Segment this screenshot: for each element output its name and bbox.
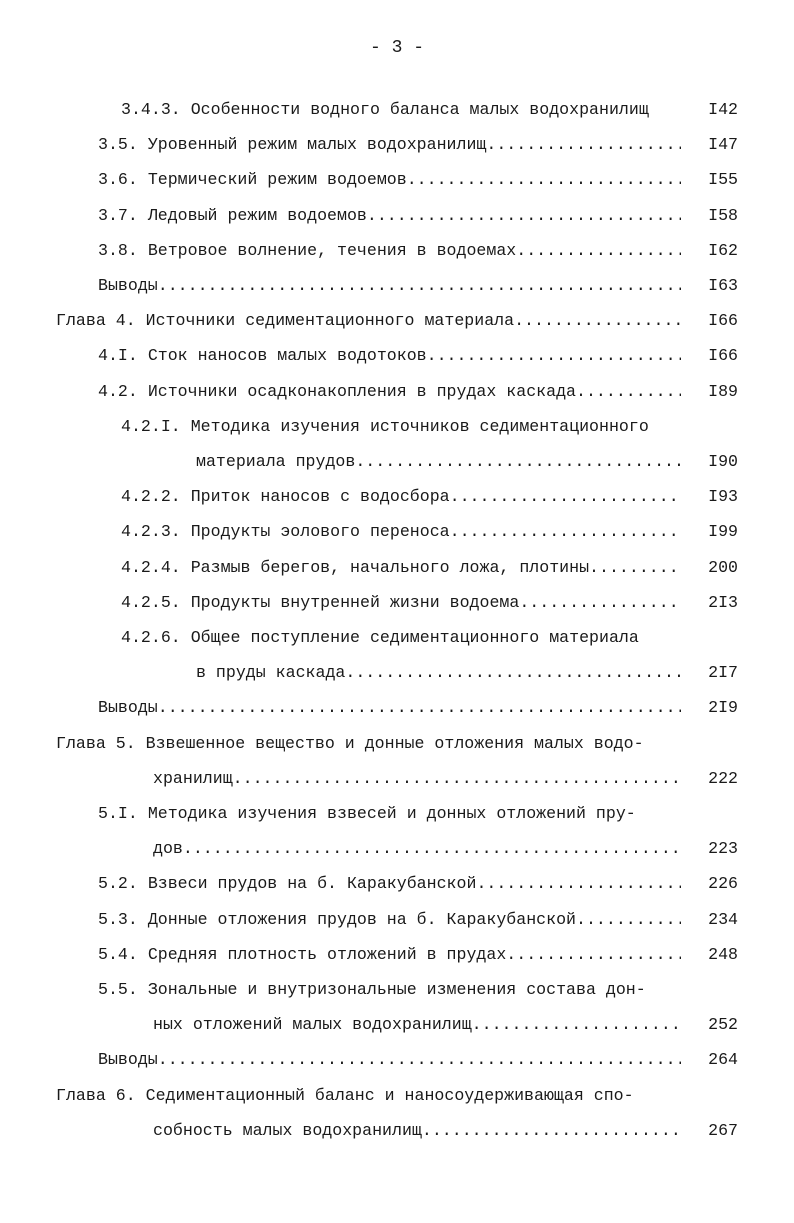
entry-number: 5.3. bbox=[98, 910, 138, 929]
entry-page: I66 bbox=[708, 346, 738, 365]
entry-number: 4.2.3. bbox=[121, 522, 181, 541]
dot-leader bbox=[233, 767, 681, 791]
entry-number: 4.2.6. bbox=[121, 628, 181, 647]
entry-page: 226 bbox=[708, 874, 738, 893]
toc-entry bbox=[121, 98, 649, 122]
entry-number: 5.5. bbox=[98, 980, 138, 999]
entry-title: Взвеси прудов на б. Каракубанской bbox=[147, 874, 477, 893]
entry-page: 2I9 bbox=[708, 698, 738, 717]
toc-entry bbox=[98, 204, 681, 228]
entry-title: Источники седиментационного материала bbox=[145, 311, 515, 330]
entry-page: I58 bbox=[708, 206, 738, 225]
entry-title: Донные отложения прудов на б. Каракубанской bbox=[147, 910, 577, 929]
dot-leader bbox=[450, 485, 681, 509]
toc-entry-continuation bbox=[196, 661, 681, 685]
entry-page: 2I7 bbox=[708, 663, 738, 682]
toc-entry bbox=[56, 732, 681, 756]
toc-entry bbox=[121, 556, 681, 580]
entry-page: I89 bbox=[708, 382, 738, 401]
toc-entry bbox=[121, 520, 681, 544]
entry-title: Ледовый режим водоемов bbox=[147, 206, 367, 225]
toc-entry bbox=[98, 978, 681, 1002]
toc-entry bbox=[121, 591, 681, 615]
entry-page: 252 bbox=[708, 1015, 738, 1034]
entry-title: Средняя плотность отложений в прудах bbox=[147, 945, 507, 964]
toc-entry bbox=[98, 380, 681, 404]
entry-number: 3.6. bbox=[98, 170, 138, 189]
page-number: - 3 - bbox=[369, 38, 424, 58]
dot-leader bbox=[476, 872, 681, 896]
toc-entry-continuation bbox=[153, 837, 681, 861]
toc-entry-continuation bbox=[153, 1119, 681, 1143]
dot-leader bbox=[472, 1013, 681, 1037]
dot-leader bbox=[158, 696, 681, 720]
entry-title-continued: материала прудов bbox=[196, 452, 356, 471]
entry-title: Источники осадконакопления в прудах каскада bbox=[147, 382, 577, 401]
toc-entry bbox=[98, 943, 681, 967]
toc-entry bbox=[98, 802, 681, 826]
toc-entry-continuation bbox=[153, 767, 681, 791]
entry-title: Особенности водного баланса малых водохранилищ bbox=[190, 100, 649, 119]
entry-title: Продукты внутренней жизни водоема bbox=[190, 593, 520, 612]
entry-page: I99 bbox=[708, 522, 738, 541]
entry-title-continued: хранилищ bbox=[153, 769, 233, 788]
entry-title: Методика изучения источников седиментационного bbox=[190, 417, 649, 436]
dot-leader bbox=[345, 661, 681, 685]
entry-title: Термический режим водоемов bbox=[147, 170, 407, 189]
entry-number: 5.2. bbox=[98, 874, 138, 893]
dot-leader bbox=[158, 274, 681, 298]
toc-entry bbox=[98, 696, 681, 720]
dot-leader bbox=[355, 450, 681, 474]
toc-entry bbox=[98, 133, 681, 157]
entry-number: 3.4.3. bbox=[121, 100, 181, 119]
entry-title: Приток наносов с водосбора bbox=[190, 487, 450, 506]
toc-entry bbox=[56, 309, 681, 333]
entry-title: Выводы bbox=[98, 698, 158, 717]
entry-page: I47 bbox=[708, 135, 738, 154]
entry-number: 3.8. bbox=[98, 241, 138, 260]
entry-title: Размыв берегов, начального ложа, плотины bbox=[190, 558, 590, 577]
entry-page: I62 bbox=[708, 241, 738, 260]
dot-leader bbox=[519, 591, 681, 615]
entry-page: 223 bbox=[708, 839, 738, 858]
entry-page: 234 bbox=[708, 910, 738, 929]
entry-number: Глава 6. bbox=[56, 1086, 136, 1105]
dot-leader bbox=[407, 168, 681, 192]
entry-title: Взвешенное вещество и донные отложения малых водо- bbox=[145, 734, 644, 753]
dot-leader bbox=[422, 1119, 681, 1143]
entry-page: 248 bbox=[708, 945, 738, 964]
dot-leader bbox=[450, 520, 681, 544]
entry-title: Зональные и внутризональные изменения состава дон- bbox=[147, 980, 646, 999]
dot-leader bbox=[158, 1048, 681, 1072]
dot-leader bbox=[516, 239, 681, 263]
entry-number: 4.2.5. bbox=[121, 593, 181, 612]
entry-page: 267 bbox=[708, 1121, 738, 1140]
entry-page: I66 bbox=[708, 311, 738, 330]
dot-leader bbox=[589, 556, 681, 580]
toc-entry bbox=[121, 626, 681, 650]
entry-page: I42 bbox=[708, 100, 738, 119]
entry-title: Методика изучения взвесей и донных отложений пру- bbox=[147, 804, 636, 823]
toc-entry-continuation bbox=[153, 1013, 681, 1037]
toc-entry bbox=[98, 239, 681, 263]
entry-number: 5.I. bbox=[98, 804, 138, 823]
entry-title: Ветровое волнение, течения в водоемах bbox=[147, 241, 517, 260]
toc-entry bbox=[121, 415, 681, 439]
entry-title: Уровенный режим малых водохранилищ bbox=[147, 135, 487, 154]
entry-number: 3.5. bbox=[98, 135, 138, 154]
entry-number: Глава 4. bbox=[56, 311, 136, 330]
dot-leader bbox=[367, 204, 681, 228]
dot-leader bbox=[576, 908, 681, 932]
entry-number: 3.7. bbox=[98, 206, 138, 225]
entry-title: Выводы bbox=[98, 276, 158, 295]
toc-entry bbox=[98, 168, 681, 192]
entry-page: I63 bbox=[708, 276, 738, 295]
dot-leader bbox=[427, 344, 681, 368]
toc-entry-continuation bbox=[196, 450, 681, 474]
toc-entry bbox=[121, 485, 681, 509]
dot-leader bbox=[506, 943, 681, 967]
toc-entry bbox=[56, 1084, 681, 1108]
entry-page: 222 bbox=[708, 769, 738, 788]
entry-title: Общее поступление седиментационного материала bbox=[190, 628, 639, 647]
entry-title-continued: ных отложений малых водохранилищ bbox=[153, 1015, 472, 1034]
entry-number: Глава 5. bbox=[56, 734, 136, 753]
entry-page: I90 bbox=[708, 452, 738, 471]
entry-number: 4.2.2. bbox=[121, 487, 181, 506]
entry-title: Продукты эолового переноса bbox=[190, 522, 450, 541]
toc-entry bbox=[98, 344, 681, 368]
entry-title: Седиментационный баланс и наносоудерживающая спо- bbox=[145, 1086, 634, 1105]
dot-leader bbox=[486, 133, 681, 157]
entry-title: Выводы bbox=[98, 1050, 158, 1069]
entry-number: 5.4. bbox=[98, 945, 138, 964]
entry-title-continued: в пруды каскада bbox=[196, 663, 346, 682]
entry-page: 2I3 bbox=[708, 593, 738, 612]
entry-page: I93 bbox=[708, 487, 738, 506]
toc-entry bbox=[98, 1048, 681, 1072]
dot-leader bbox=[183, 837, 681, 861]
entry-title-continued: собность малых водохранилищ bbox=[153, 1121, 422, 1140]
toc-entry bbox=[98, 908, 681, 932]
dot-leader bbox=[576, 380, 681, 404]
dot-leader bbox=[514, 309, 681, 333]
toc-entry bbox=[98, 274, 681, 298]
toc-entry bbox=[98, 872, 681, 896]
entry-title: Сток наносов малых водотоков bbox=[147, 346, 427, 365]
entry-page: I55 bbox=[708, 170, 738, 189]
entry-number: 4.2.4. bbox=[121, 558, 181, 577]
entry-page: 264 bbox=[708, 1050, 738, 1069]
entry-title-continued: дов bbox=[153, 839, 183, 858]
entry-page: 200 bbox=[708, 558, 738, 577]
entry-number: 4.2. bbox=[98, 382, 138, 401]
entry-number: 4.2.I. bbox=[121, 417, 181, 436]
entry-number: 4.I. bbox=[98, 346, 138, 365]
